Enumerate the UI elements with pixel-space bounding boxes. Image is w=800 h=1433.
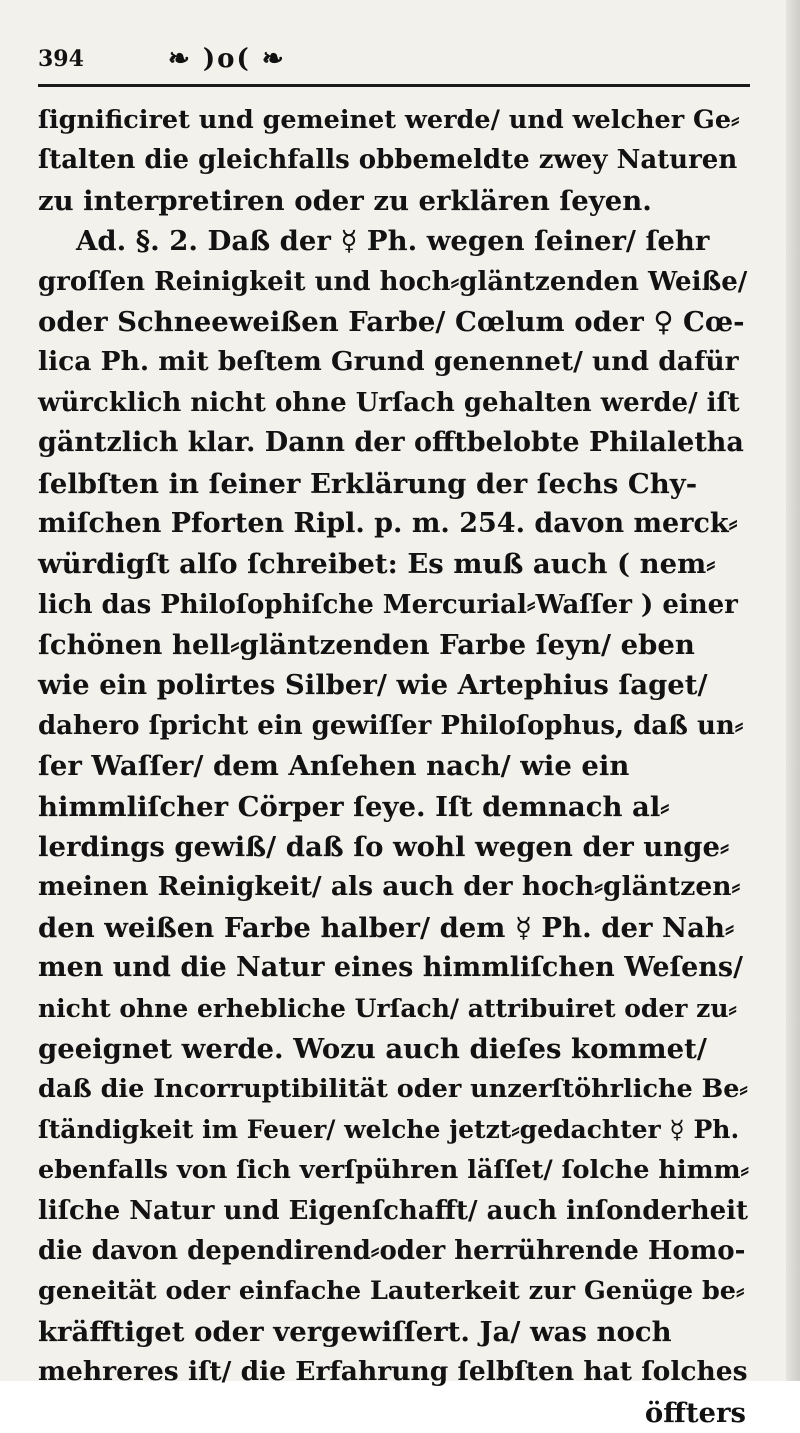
page-edge-shadow <box>786 0 800 1381</box>
text-line: lich das Philoſophiſche Mercurial⸗Waſſer ) einer <box>38 589 738 620</box>
text-line: lerdings gewiß/ daß ſo wohl wegen der unge⸗ <box>38 831 730 864</box>
text-line: meinen Reinigkeit/ als auch der hoch⸗gläntzen⸗ <box>38 871 741 903</box>
text-line: mehreres iſt/ die Erfahrung ſelbſten hat ſolches <box>38 1356 748 1388</box>
body-text <box>38 100 750 1433</box>
text-line: zu interpretiren oder zu erklären ſeyen. <box>38 184 652 217</box>
text-line: groſſen Reinigkeit und hoch⸗gläntzenden Weiße/ <box>38 266 748 297</box>
text-line: ſtändigkeit im Feuer/ welche jetzt⸗gedachter ☿ Ph. <box>38 1114 740 1144</box>
header-ornament: ❧ )o( ❧ <box>168 44 286 74</box>
text-line: miſchen Pforten Ripl. p. m. 254. davon merck⸗ <box>38 507 738 539</box>
text-line: liſche Natur und Eigenſchafft/ auch inſonderheit <box>38 1195 749 1226</box>
text-line: würdigſt alſo ſchreibet: Es muß auch ( nem⸗ <box>38 548 716 581</box>
text-line: men und die Natur eines himmliſchen Weſens/ <box>38 952 743 984</box>
text-line: nicht ohne erhebliche Urſach/ attribuiret oder zu⸗ <box>38 993 737 1023</box>
page-header <box>38 46 750 94</box>
text-line: ſtalten die gleichfalls obbemeldte zwey Naturen <box>38 145 738 176</box>
text-line: himmliſcher Cörper ſeye. Iſt demnach al⸗ <box>38 790 670 823</box>
text-line: geeignet werde. Wozu auch dieſes kommet/ <box>38 1032 707 1065</box>
text-line: daß die Incorruptibilität oder unzerſtöhrliche Be⸗ <box>38 1074 748 1105</box>
text-line: lica Ph. mit beſtem Grund genennet/ und dafür <box>38 346 739 378</box>
text-line: würcklich nicht ohne Urſach gehalten werde/ iſt <box>38 387 740 418</box>
text-line: ſelbſten in ſeiner Erklärung der ſechs Chy- <box>38 467 698 500</box>
text-line: ſignificiret und gemeinet werde/ und welcher Ge⸗ <box>38 105 740 135</box>
catchword: öffters <box>644 1396 746 1429</box>
text-line: ebenfalls von ſich verſpühren läſſet/ ſolche himm⸗ <box>38 1155 750 1186</box>
text-line: oder Schneeweißen Farbe/ Cœlum oder ♀ Cœ- <box>38 305 745 338</box>
text-line: ſchönen hell⸗gläntzenden Farbe ſeyn/ eben <box>38 629 695 662</box>
page-number: 394 <box>38 46 84 72</box>
text-line: gäntzlich klar. Dann der offtbelobte Philaletha <box>38 427 744 459</box>
text-line: ſer Waſſer/ dem Anſehen nach/ wie ein <box>38 750 630 783</box>
text-line: kräfftiget oder vergewiſſert. Ja/ was noch <box>38 1315 672 1348</box>
header-rule <box>38 84 750 87</box>
text-line: wie ein polirtes Silber/ wie Artephius ſaget/ <box>38 669 708 702</box>
text-line: geneität oder einfache Lauterkeit zur Genüge be⸗ <box>38 1276 745 1307</box>
text-line: den weißen Farbe halber/ dem ☿ Ph. der Nah⸗ <box>38 911 735 944</box>
text-line: die davon dependirend⸗oder herrührende Homo- <box>38 1235 746 1266</box>
text-line: dahero ſpricht ein gewiſſer Philoſophus, daß un⸗ <box>38 710 744 741</box>
text-line: Ad. §. 2. Daß der ☿ Ph. wegen ſeiner/ ſehr <box>76 225 710 258</box>
